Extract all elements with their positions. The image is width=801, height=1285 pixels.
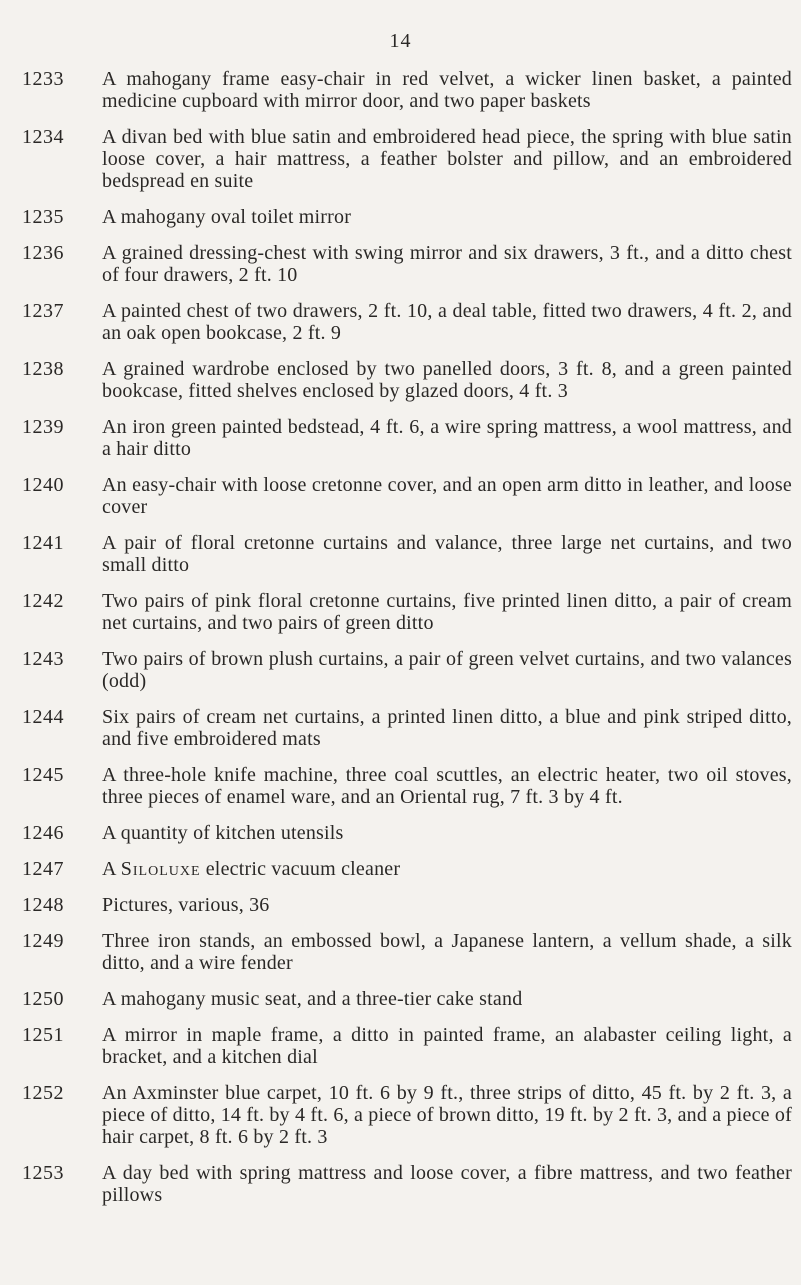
lot-entry: [22, 242, 792, 286]
lot-entry: [22, 300, 792, 344]
lot-entry: [22, 68, 792, 112]
lot-number: 1252: [22, 1082, 64, 1104]
lot-description: An easy-chair with loose cretonne cover, and an open arm ditto in leather, and loose cover: [102, 474, 792, 518]
lot-description: A mirror in maple frame, a ditto in painted frame, an alabaster ceiling light, a bracket, and a kitchen dial: [102, 1024, 792, 1068]
lot-description: Two pairs of brown plush curtains, a pair of green velvet curtains, and two valances (odd): [102, 648, 792, 692]
lot-entry: [22, 858, 792, 880]
lot-description: A grained wardrobe enclosed by two panelled doors, 3 ft. 8, and a green painted bookcase, fitted shelves enclosed by glazed doors, 4 ft. 3: [102, 358, 792, 402]
page-number: 14: [389, 30, 412, 52]
lot-description: A mahogany oval toilet mirror: [102, 206, 352, 228]
lot-number: 1235: [22, 206, 64, 228]
lot-entry: [22, 474, 792, 518]
lot-entry: [22, 822, 792, 844]
lot-number: 1253: [22, 1162, 64, 1184]
lot-description: A divan bed with blue satin and embroidered head piece, the spring with blue satin loose cover, a hair mattress, a feather bolster and pillow, and an embroidered bedspread en suite: [102, 126, 792, 192]
lot-number: 1233: [22, 68, 64, 90]
lot-entry: [22, 590, 792, 634]
lot-entry: [22, 126, 792, 192]
lot-number: 1243: [22, 648, 64, 670]
lot-number: 1240: [22, 474, 64, 496]
lot-entry: [22, 988, 792, 1010]
lot-number: 1236: [22, 242, 64, 264]
lot-entry: [22, 532, 792, 576]
brand-name: Siloluxe: [120, 858, 201, 880]
lot-description: Pictures, various, 36: [102, 894, 270, 916]
lot-description: A day bed with spring mattress and loose cover, a fibre mattress, and two feather pillows: [102, 1162, 792, 1206]
lot-description: A mahogany frame easy-chair in red velvet, a wicker linen basket, a painted medicine cupboard with mirror door, and two paper baskets: [102, 68, 792, 112]
lot-entry: [22, 416, 792, 460]
lot-number: 1244: [22, 706, 64, 728]
lot-entry: [22, 1162, 792, 1206]
lot-number: 1246: [22, 822, 64, 844]
lot-description: A mahogany music seat, and a three-tier cake stand: [102, 988, 523, 1010]
lot-description: [102, 858, 792, 880]
lot-description: An Axminster blue carpet, 10 ft. 6 by 9 ft., three strips of ditto, 45 ft. by 2 ft. 3, a piece of ditto, 14 ft. by 4 ft. 6, a piece of brown ditto, 19 ft. by 2 ft. 3, and a piece of hair carpet, 8 ft. 6 by 2 ft. 3: [102, 1082, 792, 1148]
lot-entry: [22, 706, 792, 750]
lot-number: 1250: [22, 988, 64, 1010]
lot-description: A pair of floral cretonne curtains and valance, three large net curtains, and two small ditto: [102, 532, 792, 576]
lot-description: A quantity of kitchen utensils: [102, 822, 344, 844]
lot-description-post: electric vacuum cleaner: [200, 858, 401, 880]
lot-entry: [22, 1024, 792, 1068]
lot-number: 1242: [22, 590, 64, 612]
lot-description: A painted chest of two drawers, 2 ft. 10, a deal table, fitted two drawers, 4 ft. 2, and an oak open bookcase, 2 ft. 9: [102, 300, 792, 344]
lot-number: 1249: [22, 930, 64, 952]
lot-description: Six pairs of cream net curtains, a printed linen ditto, a blue and pink striped ditto, and five embroidered mats: [102, 706, 792, 750]
lot-number: 1248: [22, 894, 64, 916]
lot-description: A grained dressing-chest with swing mirror and six drawers, 3 ft., and a ditto chest of four drawers, 2 ft. 10: [102, 242, 792, 286]
lot-description: A three-hole knife machine, three coal scuttles, an electric heater, two oil stoves, three pieces of enamel ware, and an Oriental rug, 7 ft. 3 by 4 ft.: [102, 764, 792, 808]
lot-number: 1251: [22, 1024, 64, 1046]
lot-number: 1234: [22, 126, 64, 148]
lot-entry: [22, 358, 792, 402]
lot-entry: [22, 930, 792, 974]
lot-entry: [22, 894, 792, 916]
lot-number: 1237: [22, 300, 64, 322]
lot-number: 1247: [22, 858, 64, 880]
lot-number: 1238: [22, 358, 64, 380]
lot-description-pre: A: [102, 858, 121, 880]
lot-entry: [22, 648, 792, 692]
lot-number: 1241: [22, 532, 64, 554]
lot-entry: [22, 206, 792, 228]
lot-description: Two pairs of pink floral cretonne curtains, five printed linen ditto, a pair of cream net curtains, and two pairs of green ditto: [102, 590, 792, 634]
lot-entry: [22, 764, 792, 808]
lot-description: Three iron stands, an embossed bowl, a Japanese lantern, a vellum shade, a silk ditto, and a wire fender: [102, 930, 792, 974]
lot-description: An iron green painted bedstead, 4 ft. 6, a wire spring mattress, a wool mattress, and a hair ditto: [102, 416, 792, 460]
lot-number: 1239: [22, 416, 64, 438]
lot-number: 1245: [22, 764, 64, 786]
lot-entry: [22, 1082, 792, 1148]
lot-list: [22, 68, 792, 1220]
